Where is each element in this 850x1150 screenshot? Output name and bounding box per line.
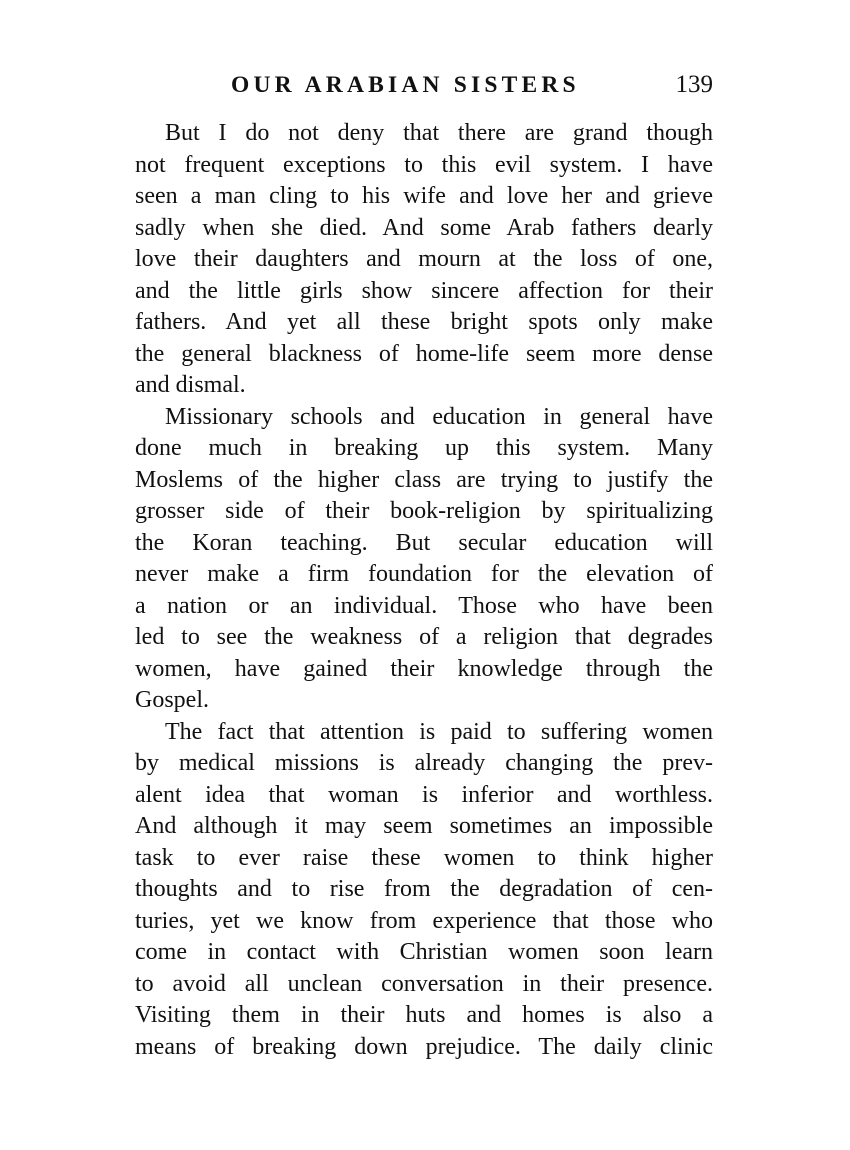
text-line: means of breaking down prejudice. The daily clinic	[135, 1033, 713, 1060]
text-line: come in contact with Christian women soon learn	[135, 939, 713, 965]
text-line: to avoid all unclean conversation in their presence.	[135, 970, 713, 997]
text-line: not frequent exceptions to this evil system. I have	[135, 151, 713, 178]
paragraph	[135, 402, 713, 717]
text-line: Moslems of the higher class are trying to justify the	[135, 466, 713, 493]
text-line: women, have gained their knowledge through the	[135, 655, 713, 682]
text-line: grosser side of their book-religion by spiritualizing	[135, 498, 713, 524]
paragraph	[135, 717, 713, 1064]
page-number: 139	[675, 71, 713, 98]
text-line: a nation or an individual. Those who have been	[135, 592, 713, 619]
running-title: OUR ARABIAN SISTERS	[231, 72, 580, 98]
text-line: The fact that attention is paid to suffering women	[165, 718, 713, 745]
text-line: Missionary schools and education in general have	[165, 403, 713, 430]
text-line: seen a man cling to his wife and love her and grieve	[135, 183, 713, 209]
text-line: thoughts and to rise from the degradation of cen-	[135, 876, 713, 902]
text-line: sadly when she died. And some Arab fathers dearly	[135, 214, 713, 241]
text-line: fathers. And yet all these bright spots only make	[135, 309, 713, 335]
text-line: love their daughters and mourn at the loss of one,	[135, 246, 713, 272]
text-line: Gospel.	[135, 687, 209, 713]
text-line: But I do not deny that there are grand though	[165, 120, 713, 146]
text-line: done much in breaking up this system. Many	[135, 435, 713, 461]
text-line: by medical missions is already changing the prev-	[135, 750, 713, 776]
text-line: and dismal.	[135, 372, 246, 398]
text-line: turies, yet we know from experience that those who	[135, 907, 713, 934]
body-text	[135, 118, 713, 1063]
text-line: led to see the weakness of a religion that degrades	[135, 624, 713, 650]
text-line: the Koran teaching. But secular education will	[135, 529, 713, 556]
text-line: task to ever raise these women to think higher	[135, 844, 713, 871]
text-line: alent idea that woman is inferior and worthless.	[135, 781, 713, 808]
text-line: And although it may seem sometimes an impossible	[135, 813, 713, 839]
text-line: and the little girls show sincere affection for their	[135, 277, 713, 304]
text-line: the general blackness of home-life seem more dense	[135, 340, 713, 367]
text-line: never make a firm foundation for the elevation of	[135, 561, 713, 587]
running-header	[135, 68, 713, 102]
text-line: Visiting them in their huts and homes is also a	[135, 1002, 713, 1028]
paragraph	[135, 118, 713, 402]
